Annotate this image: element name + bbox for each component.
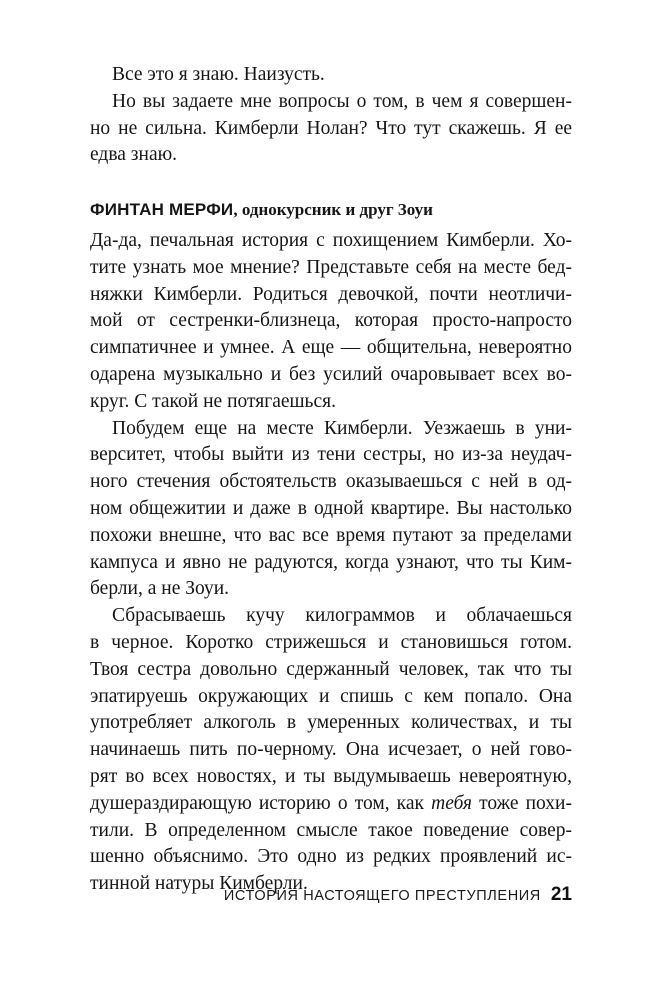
paragraph-line: похожи внешне, что вас все время путают за пределами [90,524,572,546]
paragraph-line: берли, а не Зоуи. [90,578,230,600]
paragraph-line: ного стечения обстоятельств оказываешься с ней в од- [90,471,572,493]
paragraph-line: круг. С такой не потягаешься. [90,390,336,412]
paragraph-line: тили. В определенном смысле такое поведение совер- [90,819,572,841]
paragraph-line: Да-да, печальная история с похищением Кимберли. Хо- [90,229,572,251]
page-footer [90,884,572,906]
speaker-name: ФИНТАН МЕРФИ [90,200,234,220]
paragraph-line: Твоя сестра довольно сдержанный человек, так что ты [90,658,572,680]
paragraph-line: едва знаю. [90,144,178,166]
paragraph-line: начинаешь пить по-черному. Она исчезает, о ней гово- [90,739,572,761]
paragraph-line: одарена музыкально и без усилий очаровывает всех во- [90,363,572,385]
paragraph-line: в черное. Коротко стрижешься и становишься готом. [90,631,572,653]
paragraph-line: няжки Кимберли. Родиться девочкой, почти неотличи- [90,283,572,305]
paragraph-line: тинной натуры Кимберли. [90,873,308,895]
paragraph-line: кампуса и явно не радуются, когда узнают, что ты Ким- [90,551,572,573]
paragraph-1 [90,228,572,416]
paragraph-3 [90,603,572,898]
running-title: ИСТОРИЯ НАСТОЯЩЕГО ПРЕСТУПЛЕНИЯ [223,888,541,904]
paragraph-2 [90,416,572,604]
emphasized-word: тебя [431,792,472,814]
text-segment: душераздирающую историю о том, как [90,792,432,814]
paragraph-line: употребляет алкоголь в умеренных количествах, и ты [90,712,572,734]
paragraph-line: Все это я знаю. Наизусть. [112,64,325,85]
paragraph-line: шенно объяснимо. Это одно из редких проявлений ис- [90,846,572,868]
page-number: 21 [550,884,572,905]
paragraph-line: но не сильна. Кимберли Нолан? Что тут скажешь. Я ее [90,117,572,139]
paragraph-line: эпатируешь окружающих и спишь с кем попало. Она [90,685,572,707]
page-body [90,62,572,898]
text-segment: тоже похи- [471,792,572,814]
speaker-heading [90,196,572,224]
paragraph-line: рят во всех новостях, и ты выдумываешь невероятную, [90,765,572,787]
intro-block [90,62,572,169]
paragraph-line: Побудем еще на месте Кимберли. Уезжаешь в уни- [112,417,572,439]
paragraph-line: Но вы задаете мне вопросы о том, в чем я совершен- [112,90,572,112]
paragraph-line: мой от сестренки-близнеца, которая просто-напросто [90,310,572,332]
paragraph-line: верситет, чтобы выйти из тени сестры, но из-за неудач- [90,444,572,466]
paragraph-line: ном общежитии и даже в одной квартире. Вы настолько [90,497,572,519]
paragraph-line-with-emphasis [90,791,572,818]
paragraph-line: тите узнать мое мнение? Представьте себя на месте бед- [90,256,572,278]
paragraph-line: симпатичнее и умнее. А еще — общительна, невероятно [90,337,572,359]
speaker-role: , однокурсник и друг Зоуи [233,200,433,220]
paragraph-line: Сбрасываешь кучу килограммов и облачаешься [112,605,572,627]
